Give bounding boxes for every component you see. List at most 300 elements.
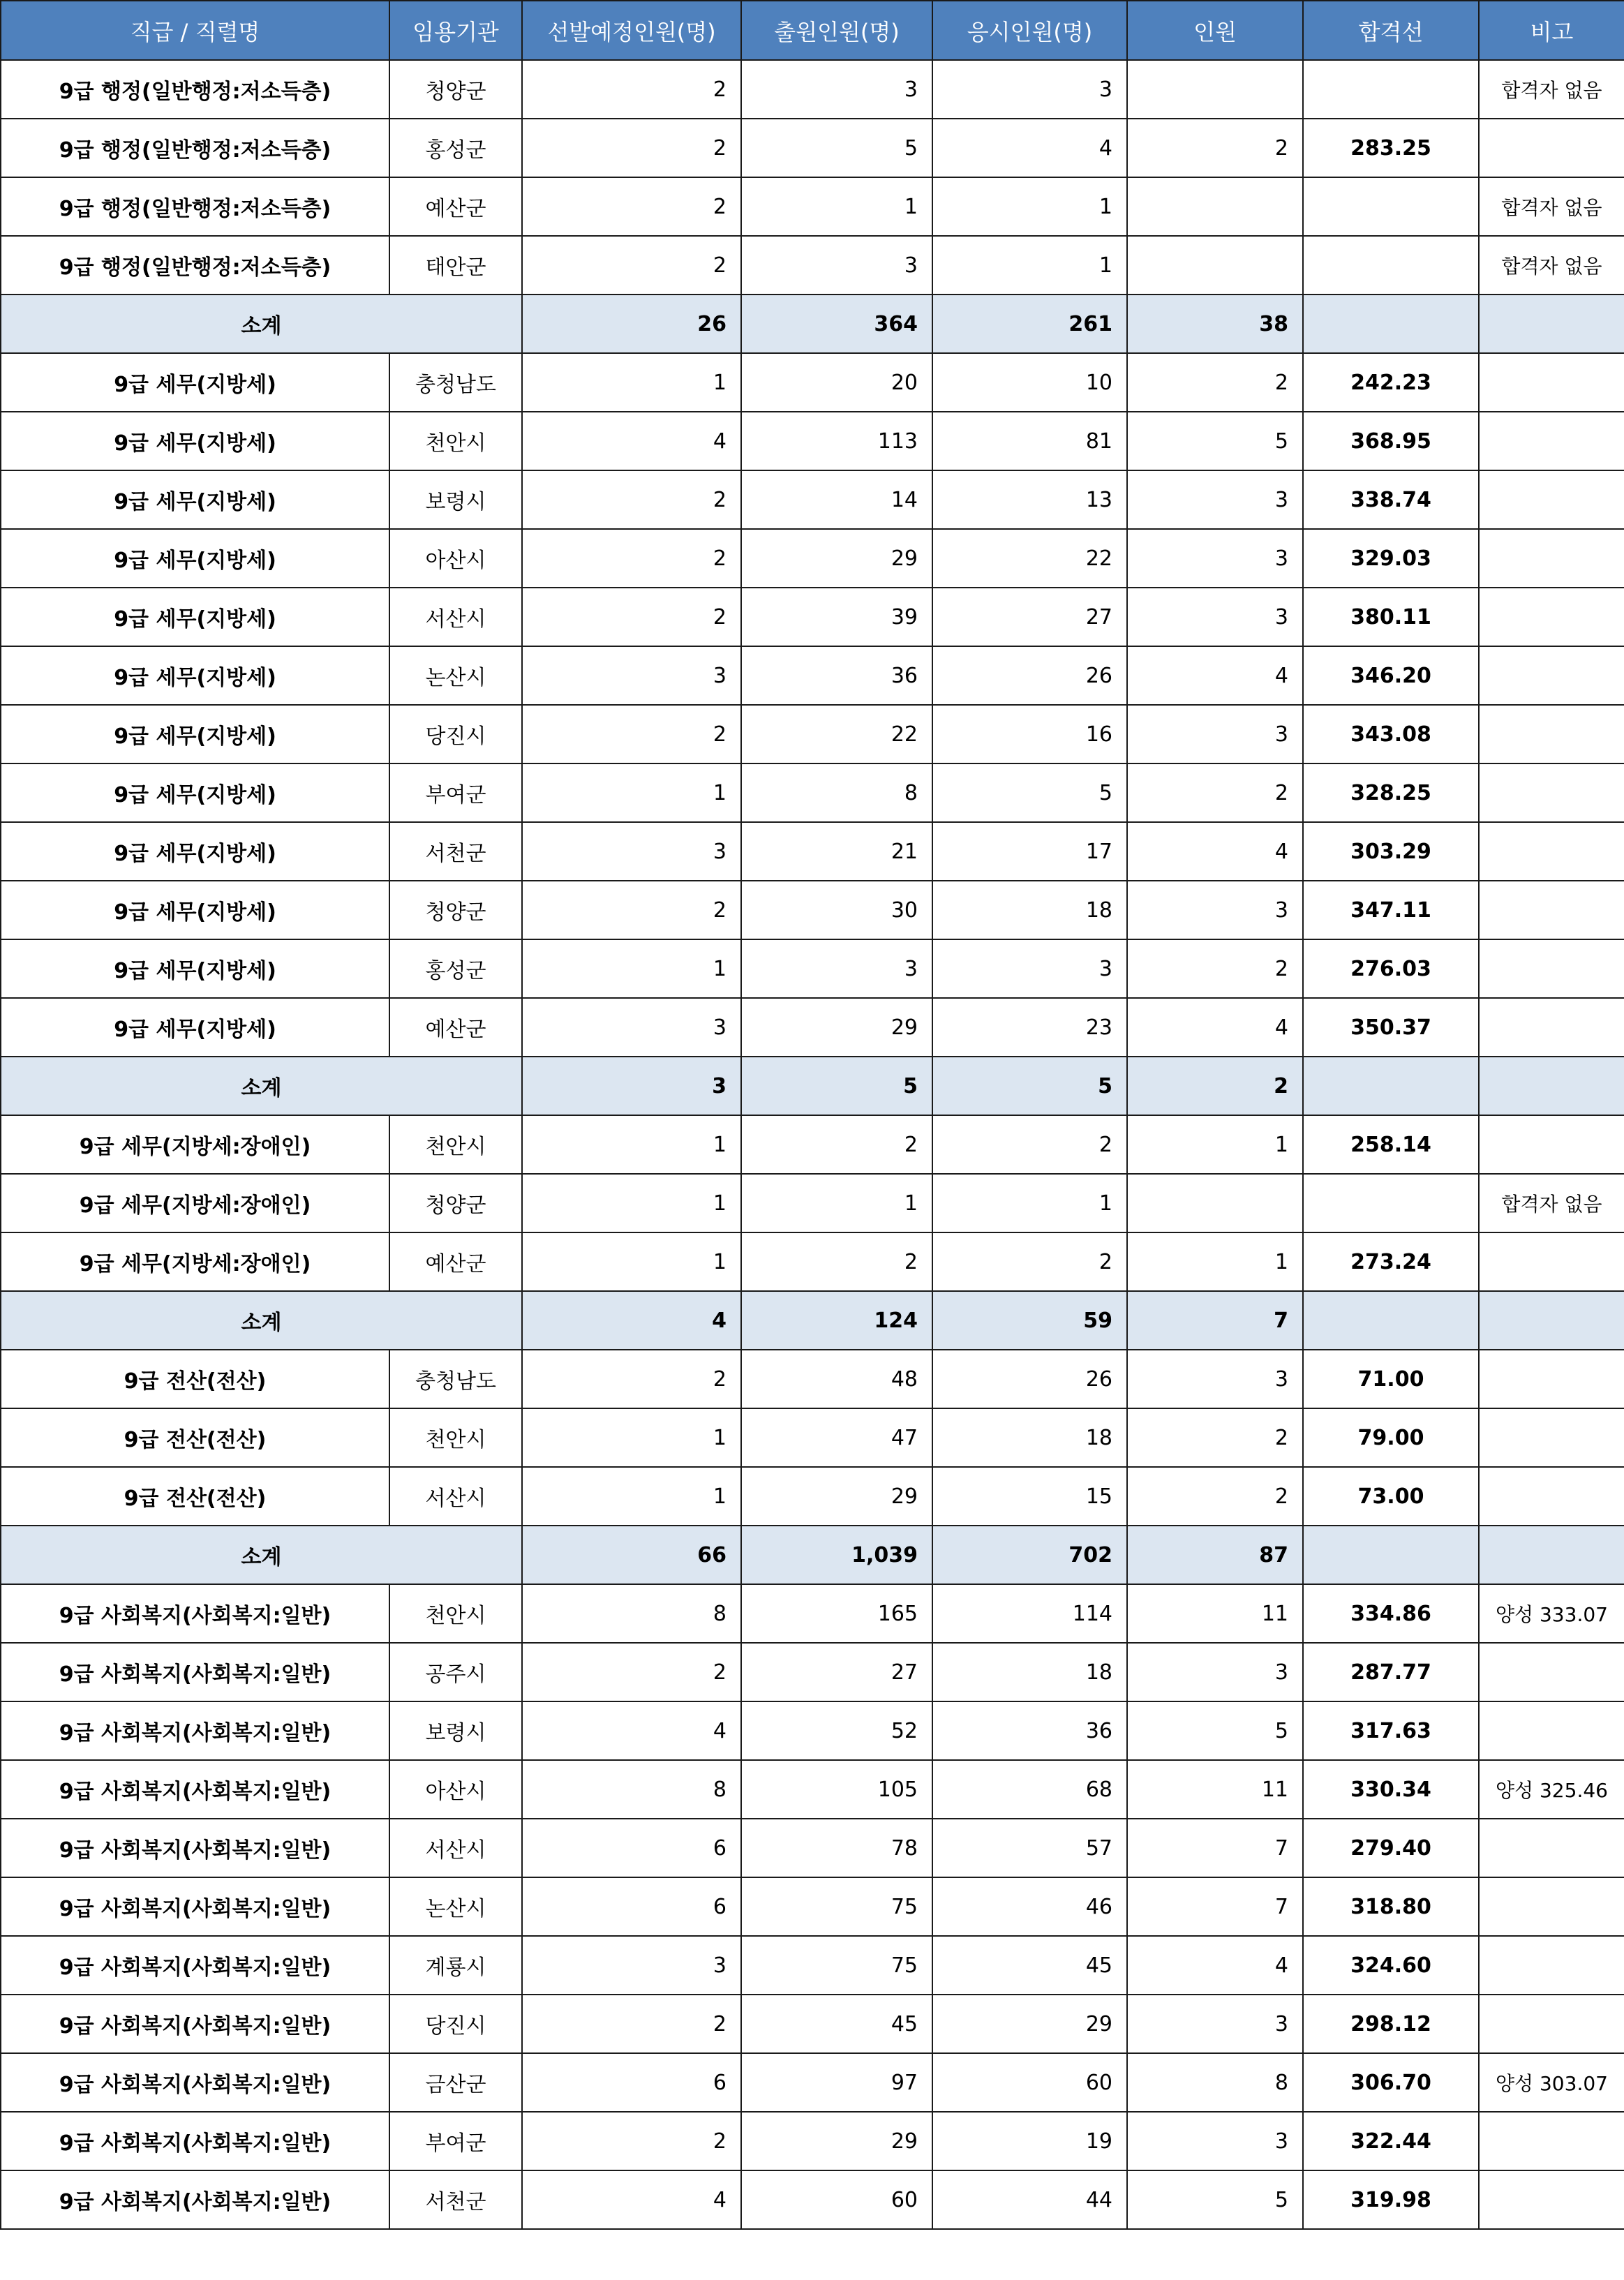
cutoff-cell: 350.37: [1303, 998, 1479, 1057]
cutoff-cell: 306.70: [1303, 2053, 1479, 2112]
passed-cell: 5: [1127, 412, 1303, 470]
table-row: [1, 1350, 1624, 1408]
tested-cell: 5: [932, 763, 1127, 822]
planned-cell: 3: [522, 998, 741, 1057]
subtotal-label: 소계: [1, 1526, 522, 1584]
tested-cell: 16: [932, 705, 1127, 763]
applied-cell: 39: [741, 588, 932, 646]
subtotal-note: [1479, 1291, 1624, 1350]
subtotal-row: [1, 1291, 1624, 1350]
passed-cell: 5: [1127, 1701, 1303, 1760]
note-cell: [1479, 998, 1624, 1057]
cutoff-cell: 328.25: [1303, 763, 1479, 822]
passed-cell: 3: [1127, 1643, 1303, 1701]
note-cell: [1479, 1819, 1624, 1877]
passed-cell: 3: [1127, 2112, 1303, 2170]
job-cell: 9급 행정(일반행정:저소득층): [1, 60, 389, 119]
subtotal-passed: 7: [1127, 1291, 1303, 1350]
note-cell: [1479, 412, 1624, 470]
passed-cell: [1127, 1174, 1303, 1232]
applied-cell: 45: [741, 1995, 932, 2053]
job-cell: 9급 사회복지(사회복지:일반): [1, 1819, 389, 1877]
planned-cell: 8: [522, 1584, 741, 1643]
passed-cell: 2: [1127, 119, 1303, 177]
applied-cell: 3: [741, 236, 932, 295]
tested-cell: 1: [932, 177, 1127, 236]
cutoff-cell: 380.11: [1303, 588, 1479, 646]
org-cell: 홍성군: [389, 939, 522, 998]
planned-cell: 2: [522, 60, 741, 119]
tested-cell: 68: [932, 1760, 1127, 1819]
planned-cell: 2: [522, 705, 741, 763]
table-row: [1, 1995, 1624, 2053]
org-cell: 아산시: [389, 1760, 522, 1819]
job-cell: 9급 사회복지(사회복지:일반): [1, 2112, 389, 2170]
applied-cell: 105: [741, 1760, 932, 1819]
table-row: [1, 529, 1624, 588]
applied-cell: 3: [741, 939, 932, 998]
org-cell: 천안시: [389, 1408, 522, 1467]
subtotal-label: 소계: [1, 1057, 522, 1115]
applied-cell: 29: [741, 2112, 932, 2170]
table-row: [1, 1936, 1624, 1995]
header-job: 직급 / 직렬명: [1, 1, 389, 60]
subtotal-tested: 59: [932, 1291, 1127, 1350]
cutoff-cell: 273.24: [1303, 1232, 1479, 1291]
job-cell: 9급 전산(전산): [1, 1408, 389, 1467]
applied-cell: 52: [741, 1701, 932, 1760]
passed-cell: 4: [1127, 1936, 1303, 1995]
header-tested: 응시인원(명): [932, 1, 1127, 60]
note-cell: 합격자 없음: [1479, 177, 1624, 236]
org-cell: 태안군: [389, 236, 522, 295]
planned-cell: 2: [522, 177, 741, 236]
tested-cell: 3: [932, 939, 1127, 998]
applied-cell: 97: [741, 2053, 932, 2112]
applied-cell: 2: [741, 1232, 932, 1291]
job-cell: 9급 세무(지방세:장애인): [1, 1232, 389, 1291]
tested-cell: 15: [932, 1467, 1127, 1526]
job-cell: 9급 사회복지(사회복지:일반): [1, 1701, 389, 1760]
cutoff-cell: 283.25: [1303, 119, 1479, 177]
table-row: [1, 881, 1624, 939]
table-row: [1, 2053, 1624, 2112]
subtotal-cutoff: [1303, 1526, 1479, 1584]
job-cell: 9급 세무(지방세): [1, 588, 389, 646]
subtotal-planned: 26: [522, 295, 741, 353]
passed-cell: 11: [1127, 1584, 1303, 1643]
org-cell: 아산시: [389, 529, 522, 588]
planned-cell: 1: [522, 1232, 741, 1291]
org-cell: 공주시: [389, 1643, 522, 1701]
planned-cell: 4: [522, 412, 741, 470]
tested-cell: 17: [932, 822, 1127, 881]
note-cell: [1479, 119, 1624, 177]
table-row: [1, 2112, 1624, 2170]
org-cell: 천안시: [389, 1115, 522, 1174]
passed-cell: 11: [1127, 1760, 1303, 1819]
tested-cell: 36: [932, 1701, 1127, 1760]
planned-cell: 6: [522, 1819, 741, 1877]
table-row: [1, 1819, 1624, 1877]
header-applied: 출원인원(명): [741, 1, 932, 60]
applied-cell: 60: [741, 2170, 932, 2229]
table-row: [1, 1115, 1624, 1174]
subtotal-planned: 3: [522, 1057, 741, 1115]
planned-cell: 1: [522, 353, 741, 412]
applied-cell: 21: [741, 822, 932, 881]
cutoff-cell: 279.40: [1303, 1819, 1479, 1877]
org-cell: 청양군: [389, 60, 522, 119]
cutoff-cell: [1303, 236, 1479, 295]
applied-cell: 29: [741, 1467, 932, 1526]
job-cell: 9급 행정(일반행정:저소득층): [1, 236, 389, 295]
cutoff-cell: 242.23: [1303, 353, 1479, 412]
planned-cell: 2: [522, 1643, 741, 1701]
cutoff-cell: 258.14: [1303, 1115, 1479, 1174]
header-planned: 선발예정인원(명): [522, 1, 741, 60]
passed-cell: 7: [1127, 1877, 1303, 1936]
cutoff-cell: 368.95: [1303, 412, 1479, 470]
subtotal-applied: 5: [741, 1057, 932, 1115]
cutoff-cell: 324.60: [1303, 1936, 1479, 1995]
tested-cell: 4: [932, 119, 1127, 177]
tested-cell: 26: [932, 646, 1127, 705]
note-cell: [1479, 2112, 1624, 2170]
subtotal-tested: 5: [932, 1057, 1127, 1115]
job-cell: 9급 사회복지(사회복지:일반): [1, 2170, 389, 2229]
passed-cell: 3: [1127, 1995, 1303, 2053]
note-cell: [1479, 1995, 1624, 2053]
org-cell: 당진시: [389, 705, 522, 763]
org-cell: 충청남도: [389, 353, 522, 412]
applied-cell: 29: [741, 998, 932, 1057]
job-cell: 9급 행정(일반행정:저소득층): [1, 119, 389, 177]
tested-cell: 18: [932, 1643, 1127, 1701]
cutoff-cell: [1303, 60, 1479, 119]
passed-cell: [1127, 60, 1303, 119]
passed-cell: 3: [1127, 1350, 1303, 1408]
table-row: [1, 1174, 1624, 1232]
cutoff-cell: 79.00: [1303, 1408, 1479, 1467]
subtotal-cutoff: [1303, 1057, 1479, 1115]
job-cell: 9급 사회복지(사회복지:일반): [1, 1584, 389, 1643]
applied-cell: 1: [741, 177, 932, 236]
cutoff-cell: 334.86: [1303, 1584, 1479, 1643]
job-cell: 9급 세무(지방세): [1, 763, 389, 822]
table-row: [1, 412, 1624, 470]
planned-cell: 2: [522, 881, 741, 939]
header-note: 비고: [1479, 1, 1624, 60]
org-cell: 예산군: [389, 177, 522, 236]
cutoff-cell: 338.74: [1303, 470, 1479, 529]
passed-cell: 8: [1127, 2053, 1303, 2112]
subtotal-planned: 66: [522, 1526, 741, 1584]
note-cell: 양성 303.07: [1479, 2053, 1624, 2112]
note-cell: [1479, 1643, 1624, 1701]
job-cell: 9급 세무(지방세): [1, 412, 389, 470]
tested-cell: 22: [932, 529, 1127, 588]
subtotal-cutoff: [1303, 295, 1479, 353]
org-cell: 천안시: [389, 1584, 522, 1643]
table-row: [1, 60, 1624, 119]
applied-cell: 75: [741, 1877, 932, 1936]
org-cell: 예산군: [389, 1232, 522, 1291]
passed-cell: 2: [1127, 353, 1303, 412]
planned-cell: 4: [522, 2170, 741, 2229]
org-cell: 충청남도: [389, 1350, 522, 1408]
note-cell: [1479, 822, 1624, 881]
passed-cell: 3: [1127, 705, 1303, 763]
job-cell: 9급 세무(지방세): [1, 646, 389, 705]
subtotal-passed: 38: [1127, 295, 1303, 353]
tested-cell: 18: [932, 1408, 1127, 1467]
org-cell: 보령시: [389, 1701, 522, 1760]
note-cell: 합격자 없음: [1479, 60, 1624, 119]
cutoff-cell: 329.03: [1303, 529, 1479, 588]
tested-cell: 10: [932, 353, 1127, 412]
cutoff-cell: 330.34: [1303, 1760, 1479, 1819]
org-cell: 논산시: [389, 646, 522, 705]
applied-cell: 47: [741, 1408, 932, 1467]
job-cell: 9급 세무(지방세): [1, 998, 389, 1057]
applied-cell: 75: [741, 1936, 932, 1995]
passed-cell: [1127, 177, 1303, 236]
planned-cell: 3: [522, 646, 741, 705]
org-cell: 보령시: [389, 470, 522, 529]
job-cell: 9급 사회복지(사회복지:일반): [1, 2053, 389, 2112]
planned-cell: 3: [522, 822, 741, 881]
org-cell: 계룡시: [389, 1936, 522, 1995]
note-cell: [1479, 2170, 1624, 2229]
cutoff-cell: 343.08: [1303, 705, 1479, 763]
tested-cell: 114: [932, 1584, 1127, 1643]
org-cell: 천안시: [389, 412, 522, 470]
subtotal-applied: 124: [741, 1291, 932, 1350]
subtotal-tested: 702: [932, 1526, 1127, 1584]
job-cell: 9급 사회복지(사회복지:일반): [1, 1995, 389, 2053]
subtotal-note: [1479, 1057, 1624, 1115]
applied-cell: 36: [741, 646, 932, 705]
note-cell: [1479, 588, 1624, 646]
subtotal-note: [1479, 295, 1624, 353]
cutoff-cell: 322.44: [1303, 2112, 1479, 2170]
subtotal-applied: 364: [741, 295, 932, 353]
note-cell: [1479, 705, 1624, 763]
note-cell: [1479, 881, 1624, 939]
job-cell: 9급 세무(지방세): [1, 529, 389, 588]
subtotal-tested: 261: [932, 295, 1127, 353]
cutoff-cell: 318.80: [1303, 1877, 1479, 1936]
cutoff-cell: 303.29: [1303, 822, 1479, 881]
header-cutoff: 합격선: [1303, 1, 1479, 60]
planned-cell: 2: [522, 2112, 741, 2170]
note-cell: [1479, 470, 1624, 529]
note-cell: [1479, 353, 1624, 412]
cutoff-cell: 319.98: [1303, 2170, 1479, 2229]
table-row: [1, 1701, 1624, 1760]
tested-cell: 2: [932, 1232, 1127, 1291]
note-cell: [1479, 763, 1624, 822]
header-org: 임용기관: [389, 1, 522, 60]
tested-cell: 46: [932, 1877, 1127, 1936]
table-row: [1, 470, 1624, 529]
job-cell: 9급 세무(지방세:장애인): [1, 1115, 389, 1174]
planned-cell: 1: [522, 939, 741, 998]
table-row: [1, 705, 1624, 763]
tested-cell: 29: [932, 1995, 1127, 2053]
passed-cell: 1: [1127, 1115, 1303, 1174]
subtotal-cutoff: [1303, 1291, 1479, 1350]
planned-cell: 1: [522, 1174, 741, 1232]
cutoff-cell: 347.11: [1303, 881, 1479, 939]
applied-cell: 20: [741, 353, 932, 412]
tested-cell: 18: [932, 881, 1127, 939]
note-cell: [1479, 529, 1624, 588]
note-cell: 양성 325.46: [1479, 1760, 1624, 1819]
job-cell: 9급 전산(전산): [1, 1467, 389, 1526]
tested-cell: 57: [932, 1819, 1127, 1877]
applied-cell: 14: [741, 470, 932, 529]
tested-cell: 44: [932, 2170, 1127, 2229]
passed-cell: 2: [1127, 763, 1303, 822]
applied-cell: 165: [741, 1584, 932, 1643]
applied-cell: 22: [741, 705, 932, 763]
note-cell: [1479, 1467, 1624, 1526]
tested-cell: 13: [932, 470, 1127, 529]
org-cell: 금산군: [389, 2053, 522, 2112]
subtotal-row: [1, 1526, 1624, 1584]
table-row: [1, 588, 1624, 646]
tested-cell: 27: [932, 588, 1127, 646]
planned-cell: 8: [522, 1760, 741, 1819]
passed-cell: 3: [1127, 881, 1303, 939]
note-cell: [1479, 646, 1624, 705]
subtotal-planned: 4: [522, 1291, 741, 1350]
org-cell: 서천군: [389, 822, 522, 881]
org-cell: 논산시: [389, 1877, 522, 1936]
note-cell: [1479, 1408, 1624, 1467]
table-row: [1, 1467, 1624, 1526]
note-cell: 합격자 없음: [1479, 236, 1624, 295]
table-row: [1, 1584, 1624, 1643]
planned-cell: 6: [522, 2053, 741, 2112]
note-cell: [1479, 1936, 1624, 1995]
planned-cell: 2: [522, 236, 741, 295]
table-row: [1, 236, 1624, 295]
job-cell: 9급 행정(일반행정:저소득층): [1, 177, 389, 236]
table-row: [1, 763, 1624, 822]
tested-cell: 1: [932, 1174, 1127, 1232]
passed-cell: [1127, 236, 1303, 295]
table-row: [1, 1643, 1624, 1701]
org-cell: 예산군: [389, 998, 522, 1057]
table-row: [1, 353, 1624, 412]
note-cell: 양성 333.07: [1479, 1584, 1624, 1643]
planned-cell: 4: [522, 1701, 741, 1760]
applied-cell: 48: [741, 1350, 932, 1408]
table-row: [1, 2170, 1624, 2229]
planned-cell: 2: [522, 1350, 741, 1408]
table-row: [1, 1408, 1624, 1467]
planned-cell: 2: [522, 588, 741, 646]
passed-cell: 1: [1127, 1232, 1303, 1291]
job-cell: 9급 사회복지(사회복지:일반): [1, 1643, 389, 1701]
table-row: [1, 1877, 1624, 1936]
table-row: [1, 177, 1624, 236]
job-cell: 9급 사회복지(사회복지:일반): [1, 1760, 389, 1819]
cutoff-cell: 317.63: [1303, 1701, 1479, 1760]
cutoff-cell: [1303, 1174, 1479, 1232]
tested-cell: 3: [932, 60, 1127, 119]
passed-cell: 3: [1127, 529, 1303, 588]
table-row: [1, 939, 1624, 998]
passed-cell: 4: [1127, 646, 1303, 705]
org-cell: 당진시: [389, 1995, 522, 2053]
applied-cell: 78: [741, 1819, 932, 1877]
applied-cell: 3: [741, 60, 932, 119]
passed-cell: 2: [1127, 939, 1303, 998]
subtotal-note: [1479, 1526, 1624, 1584]
table-row: [1, 998, 1624, 1057]
job-cell: 9급 세무(지방세): [1, 822, 389, 881]
passed-cell: 3: [1127, 588, 1303, 646]
tested-cell: 2: [932, 1115, 1127, 1174]
table-row: [1, 1760, 1624, 1819]
org-cell: 홍성군: [389, 119, 522, 177]
header-passed: 인원: [1127, 1, 1303, 60]
planned-cell: 2: [522, 470, 741, 529]
planned-cell: 1: [522, 1115, 741, 1174]
job-cell: 9급 세무(지방세): [1, 939, 389, 998]
cutoff-cell: 346.20: [1303, 646, 1479, 705]
tested-cell: 23: [932, 998, 1127, 1057]
subtotal-label: 소계: [1, 295, 522, 353]
org-cell: 서천군: [389, 2170, 522, 2229]
subtotal-row: [1, 295, 1624, 353]
table-body: [1, 60, 1624, 2229]
job-cell: 9급 세무(지방세): [1, 881, 389, 939]
planned-cell: 1: [522, 1408, 741, 1467]
tested-cell: 19: [932, 2112, 1127, 2170]
org-cell: 부여군: [389, 2112, 522, 2170]
note-cell: [1479, 1232, 1624, 1291]
cutoff-cell: 298.12: [1303, 1995, 1479, 2053]
planned-cell: 6: [522, 1877, 741, 1936]
applied-cell: 30: [741, 881, 932, 939]
planned-cell: 2: [522, 1995, 741, 2053]
subtotal-passed: 2: [1127, 1057, 1303, 1115]
tested-cell: 60: [932, 2053, 1127, 2112]
org-cell: 서산시: [389, 1819, 522, 1877]
job-cell: 9급 세무(지방세): [1, 705, 389, 763]
table-row: [1, 822, 1624, 881]
planned-cell: 2: [522, 119, 741, 177]
applied-cell: 113: [741, 412, 932, 470]
table-row: [1, 119, 1624, 177]
org-cell: 청양군: [389, 1174, 522, 1232]
job-cell: 9급 사회복지(사회복지:일반): [1, 1936, 389, 1995]
passed-cell: 4: [1127, 998, 1303, 1057]
subtotal-label: 소계: [1, 1291, 522, 1350]
tested-cell: 1: [932, 236, 1127, 295]
passed-cell: 7: [1127, 1819, 1303, 1877]
job-cell: 9급 사회복지(사회복지:일반): [1, 1877, 389, 1936]
note-cell: [1479, 1350, 1624, 1408]
applied-cell: 29: [741, 529, 932, 588]
passed-cell: 2: [1127, 1408, 1303, 1467]
header-row: [1, 1, 1624, 60]
